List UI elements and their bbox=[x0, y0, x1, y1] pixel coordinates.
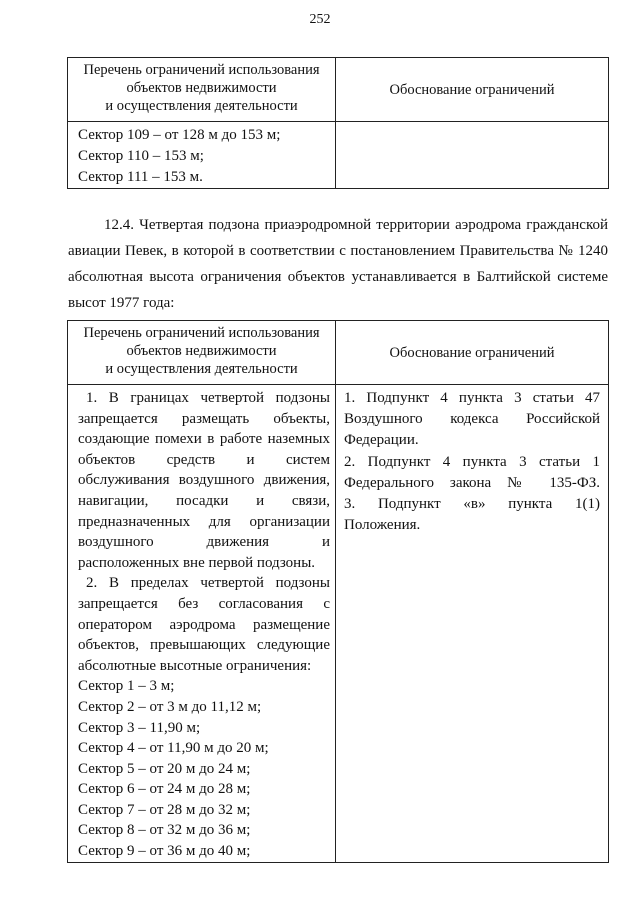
paragraph-line: абсолютная высота ограничения объектов устанавливается в Балтийской системе bbox=[68, 269, 608, 285]
header-line: Перечень ограничений использования bbox=[83, 62, 320, 78]
basis-line: 3. Подпункт «в» пункта 1(1) bbox=[344, 496, 600, 513]
sector-line: Сектор 111 – 153 м. bbox=[78, 169, 203, 185]
table1-right-header bbox=[336, 58, 609, 122]
restrictions-table bbox=[67, 320, 609, 863]
sector-line: Сектор 8 – от 32 м до 36 м; bbox=[78, 822, 251, 839]
sector-line: Сектор 4 – от 11,90 м до 20 м; bbox=[78, 740, 269, 757]
table1-left-cell bbox=[68, 122, 336, 189]
restriction-line: расположенных вне первой подзоны. bbox=[78, 554, 316, 571]
sector-line: Сектор 7 – от 28 м до 32 м; bbox=[78, 801, 251, 818]
header-label: Обоснование ограничений bbox=[389, 81, 555, 98]
section-paragraph bbox=[68, 212, 608, 316]
sector-line: Сектор 109 – от 128 м до 153 м; bbox=[78, 127, 281, 143]
restriction-line: создающие помехи в работе наземных bbox=[78, 431, 330, 448]
restriction-line: воздушного движения и bbox=[78, 534, 330, 551]
basis-line: Положения. bbox=[344, 517, 421, 534]
header-line: и осуществления деятельности bbox=[105, 361, 298, 377]
basis-line: Федерации. bbox=[344, 432, 419, 449]
restriction-line: 2. В пределах четвертой подзоны bbox=[86, 575, 330, 592]
page-number: 252 bbox=[309, 12, 331, 27]
sector-line: Сектор 2 – от 3 м до 11,12 м; bbox=[78, 698, 262, 715]
sector-line: Сектор 9 – от 36 м до 40 м; bbox=[78, 843, 251, 860]
basis-line: 1. Подпункт 4 пункта 3 статьи 47 bbox=[344, 390, 600, 406]
header-label: Обоснование ограничений bbox=[389, 344, 555, 361]
restriction-line: 1. В границах четвертой подзоны bbox=[86, 390, 330, 406]
restriction-line: обслуживания воздушного движения, bbox=[78, 472, 330, 489]
restriction-line: объектов средств и систем bbox=[78, 451, 330, 468]
restriction-line: запрещается без согласования с bbox=[78, 595, 330, 612]
table2-right-cell bbox=[336, 385, 609, 863]
table1-right-cell bbox=[336, 122, 609, 189]
header-line: Перечень ограничений использования bbox=[83, 325, 320, 341]
paragraph-line: высот 1977 года: bbox=[68, 295, 175, 311]
header-line: объектов недвижимости bbox=[126, 80, 277, 96]
paragraph-line: 12.4. Четвертая подзона приаэродромной территории аэродрома гражданской bbox=[104, 217, 608, 233]
header-line: и осуществления деятельности bbox=[105, 98, 298, 114]
table1-left-header bbox=[68, 58, 336, 122]
restriction-line: оператором аэродрома размещение bbox=[78, 616, 330, 633]
restriction-line: объектов, превышающих следующие bbox=[78, 637, 330, 654]
sector-line: Сектор 6 – от 24 м до 28 м; bbox=[78, 781, 251, 798]
restriction-line: запрещается размещать объекты, bbox=[78, 410, 330, 427]
basis-line: Воздушного кодекса Российской bbox=[344, 411, 600, 428]
basis-line: 2. Подпункт 4 пункта 3 статьи 1 bbox=[344, 453, 600, 470]
restrictions-table-continued bbox=[67, 57, 609, 189]
restriction-line: навигации, посадки и связи, bbox=[78, 492, 330, 509]
sector-line: Сектор 1 – 3 м; bbox=[78, 678, 175, 695]
sector-line: Сектор 3 – 11,90 м; bbox=[78, 719, 201, 736]
basis-line: Федерального закона № 135-ФЗ. bbox=[344, 474, 600, 491]
restriction-line: предназначенных для организации bbox=[78, 513, 330, 530]
sector-line: Сектор 5 – от 20 м до 24 м; bbox=[78, 760, 251, 777]
header-line: объектов недвижимости bbox=[126, 343, 277, 359]
restriction-line: абсолютные высотные ограничения: bbox=[78, 657, 312, 674]
table2-left-cell bbox=[68, 385, 336, 863]
sector-line: Сектор 110 – 153 м; bbox=[78, 148, 204, 164]
paragraph-line: авиации Певек, в которой в соответствии с постановлением Правительства № 1240 bbox=[68, 243, 608, 259]
table2-left-header bbox=[68, 321, 336, 385]
table2-right-header bbox=[336, 321, 609, 385]
